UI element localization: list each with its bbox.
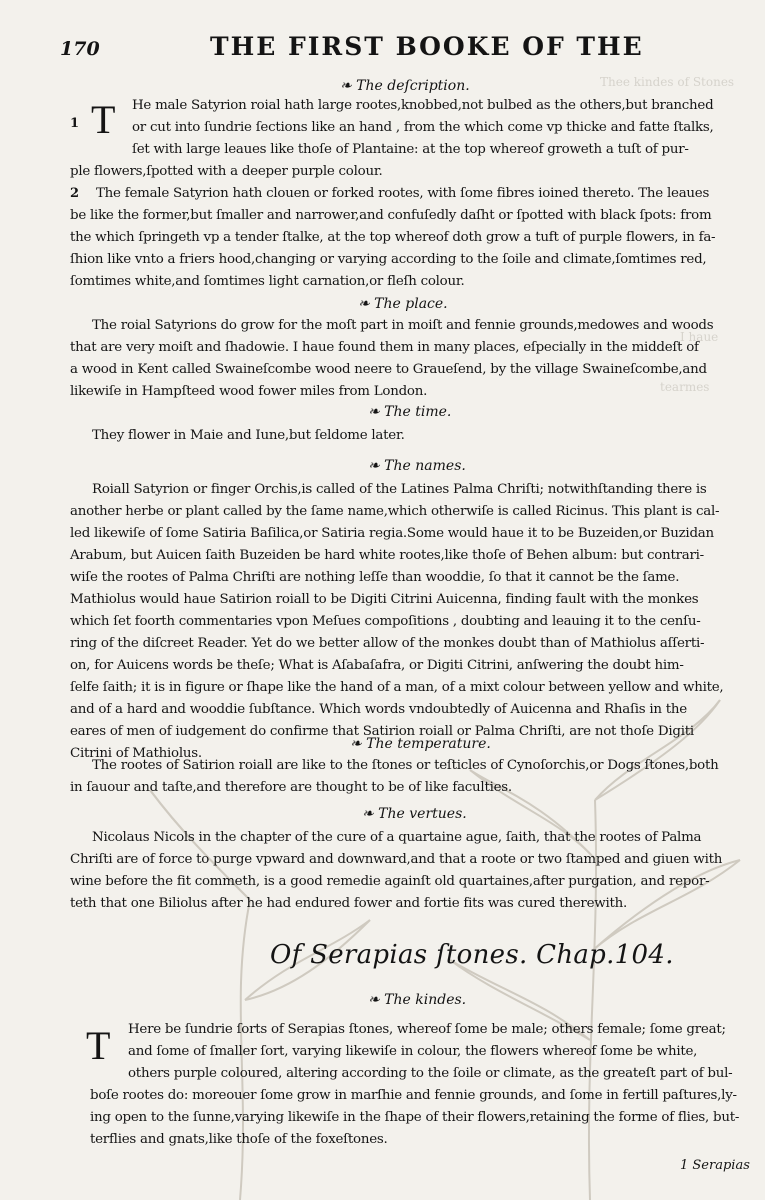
text-line: or cut into ſundrie ſections like an hand , from the which come vp thicke and fatte ſtalks,: [132, 120, 714, 135]
running-title: THE FIRST BOOKE OF THE: [210, 32, 644, 61]
text-line: ring of the diſcreet Reader. Yet do we better allow of the monkes doubt than of Mathiolus aſſerti-: [70, 636, 705, 651]
text-line: likewiſe in Hampſteed wood fower miles from London.: [70, 384, 428, 399]
text-line: Roiall Satyrion or finger Orchis,is called of the Latines Palma Chriſti; notwithſtanding there is: [92, 482, 707, 497]
text-line: and ſome of ſmaller ſort, varying likewiſe in colour, the flowers whereof ſome be white,: [128, 1044, 698, 1059]
text-line: The female Satyrion hath clouen or forked rootes, with ſome fibres ioined thereto. The leaues: [96, 186, 710, 201]
section-heading-kindes: ❧ The kindes.: [368, 992, 467, 1008]
text-line: that are very moiſt and ſhadowie. I haue found them in many places, eſpecially in the middeſt of: [70, 340, 699, 355]
text-line: others purple coloured, altering according to the ſoile or climate, as the greateſt part of bul-: [128, 1066, 733, 1081]
text-line: be like the former,but ſmaller and narrower,and confuſedly daſht or ſpotted with black ſpots: from: [70, 208, 712, 223]
text-line: wiſe the rootes of Palma Chriſti are nothing leſſe than wooddie, ſo that it cannot be the ſame.: [70, 570, 680, 585]
drop-cap: T: [91, 97, 116, 142]
section-heading-description: ❧ The deſcription.: [340, 78, 470, 94]
text-line: ſhion like vnto a friers hood,changing or varying according to the ſoile and climate,ſomtimes red,: [70, 252, 707, 267]
text-line: in ſauour and taſte,and therefore are thought to be of like faculties.: [70, 780, 512, 795]
bleed-through-text: tearmes: [660, 380, 710, 394]
text-line: and of a hard and wooddie ſubſtance. Which words vndoubtedly of Auicenna and Rhaſis in the: [70, 702, 687, 717]
section-heading-time: ❧ The time.: [368, 404, 452, 420]
text-line: which ſet foorth commentaries vpon Meſues compoſitions , doubting and leauing it to the cenſu-: [70, 614, 701, 629]
drop-cap: T: [86, 1023, 111, 1068]
text-line: teth that one Biliolus after he had endured fower and fortie fits was cured therewith.: [70, 896, 628, 911]
item-number: 1: [70, 116, 80, 131]
page-number: 170: [60, 38, 100, 60]
section-heading-vertues: ❧ The vertues.: [362, 806, 467, 822]
text-line: led likewiſe of ſome Satiria Baſilica,or Satiria regia.Some would haue it to be Buzeiden,or Buzidan: [70, 526, 714, 541]
section-heading-temperature: ❧ The temperature.: [350, 736, 491, 752]
text-line: on, for Auicens words be theſe; What is Aſabaſafra, or Digiti Citrini, anſwering the doubt him-: [70, 658, 684, 673]
text-line: The roial Satyrions do grow for the moſt part in moiſt and fennie grounds,medowes and woods: [92, 318, 714, 333]
item-number: 2: [70, 186, 80, 201]
bleed-through-text: I haue: [680, 330, 719, 344]
text-line: the which ſpringeth vp a tender ſtalke, at the top whereof doth grow a tuft of purple flowers, in fa-: [70, 230, 716, 245]
section-heading-place: ❧ The place.: [358, 296, 448, 312]
text-line: ſomtimes white,and ſomtimes light carnation,or fleſh colour.: [70, 274, 465, 289]
text-line: Citrini of Mathiolus.: [70, 746, 202, 761]
text-line: Nicolaus Nicols in the chapter of the cure of a quartaine ague, ſaith, that the rootes of Palma: [92, 830, 702, 845]
text-line: eares of men of iudgement do confirme that Satirion roiall or Palma Chriſti, are not thoſe Digiti: [70, 724, 694, 739]
text-line: Chriſti are of force to purge vpward and downward,and that a roote or two ſtamped and giuen with: [70, 852, 723, 867]
section-heading-names: ❧ The names.: [368, 458, 466, 474]
text-line: ſet with large leaues like thoſe of Plantaine: at the top whereof groweth a tuſt of pur-: [132, 142, 689, 157]
text-line: a wood in Kent called Swaineſcombe wood neere to Graueſend, by the village Swaineſcombe,and: [70, 362, 707, 377]
text-line: ple flowers,ſpotted with a deeper purple colour.: [70, 164, 383, 179]
text-line: He male Satyrion roial hath large rootes,knobbed,not bulbed as the others,but branched: [132, 98, 714, 113]
text-line: They flower in Maie and Iune,but ſeldome later.: [92, 428, 405, 443]
text-line: ſelfe ſaith; it is in figure or ſhape like the hand of a man, of a mixt colour between yellow and white,: [70, 680, 724, 695]
text-line: wine before the fit commeth, is a good remedie againſt old quartaines,after purgation, and repor-: [70, 874, 710, 889]
text-line: terflies and gnats,like thoſe of the foxeſtones.: [90, 1132, 388, 1147]
text-line: Mathiolus would haue Satirion roiall to be Digiti Citrini Auicenna, finding fault with the monkes: [70, 592, 699, 607]
chapter-title: Of Serapias ſtones. Chap.104.: [270, 940, 674, 970]
bleed-through-text: Thee kindes of Stones: [600, 75, 735, 89]
running-header: [60, 30, 644, 70]
text-line: The rootes of Satirion roiall are like to the ſtones or teſticles of Cynoſorchis,or Dogs ſtones,both: [92, 758, 719, 773]
text-line: Arabum, but Auicen ſaith Buzeiden be hard white rootes,like thoſe of Behen album: but contrari-: [70, 548, 704, 563]
text-line: boſe rootes do: moreouer ſome grow in marſhie and fennie grounds, and ſome in fertill paſtures,ly-: [90, 1088, 737, 1103]
catchword: 1 Serapias: [680, 1158, 750, 1173]
text-line: ing open to the ſunne,varying likewiſe in the ſhape of their flowers,retaining the forme of flies, but-: [90, 1110, 740, 1125]
text-line: Here be ſundrie ſorts of Serapias ſtones, whereof ſome be male; others female; ſome great;: [128, 1022, 726, 1037]
text-line: another herbe or plant called by the ſame name,which otherwiſe is called Ricinus. This plant is cal-: [70, 504, 720, 519]
